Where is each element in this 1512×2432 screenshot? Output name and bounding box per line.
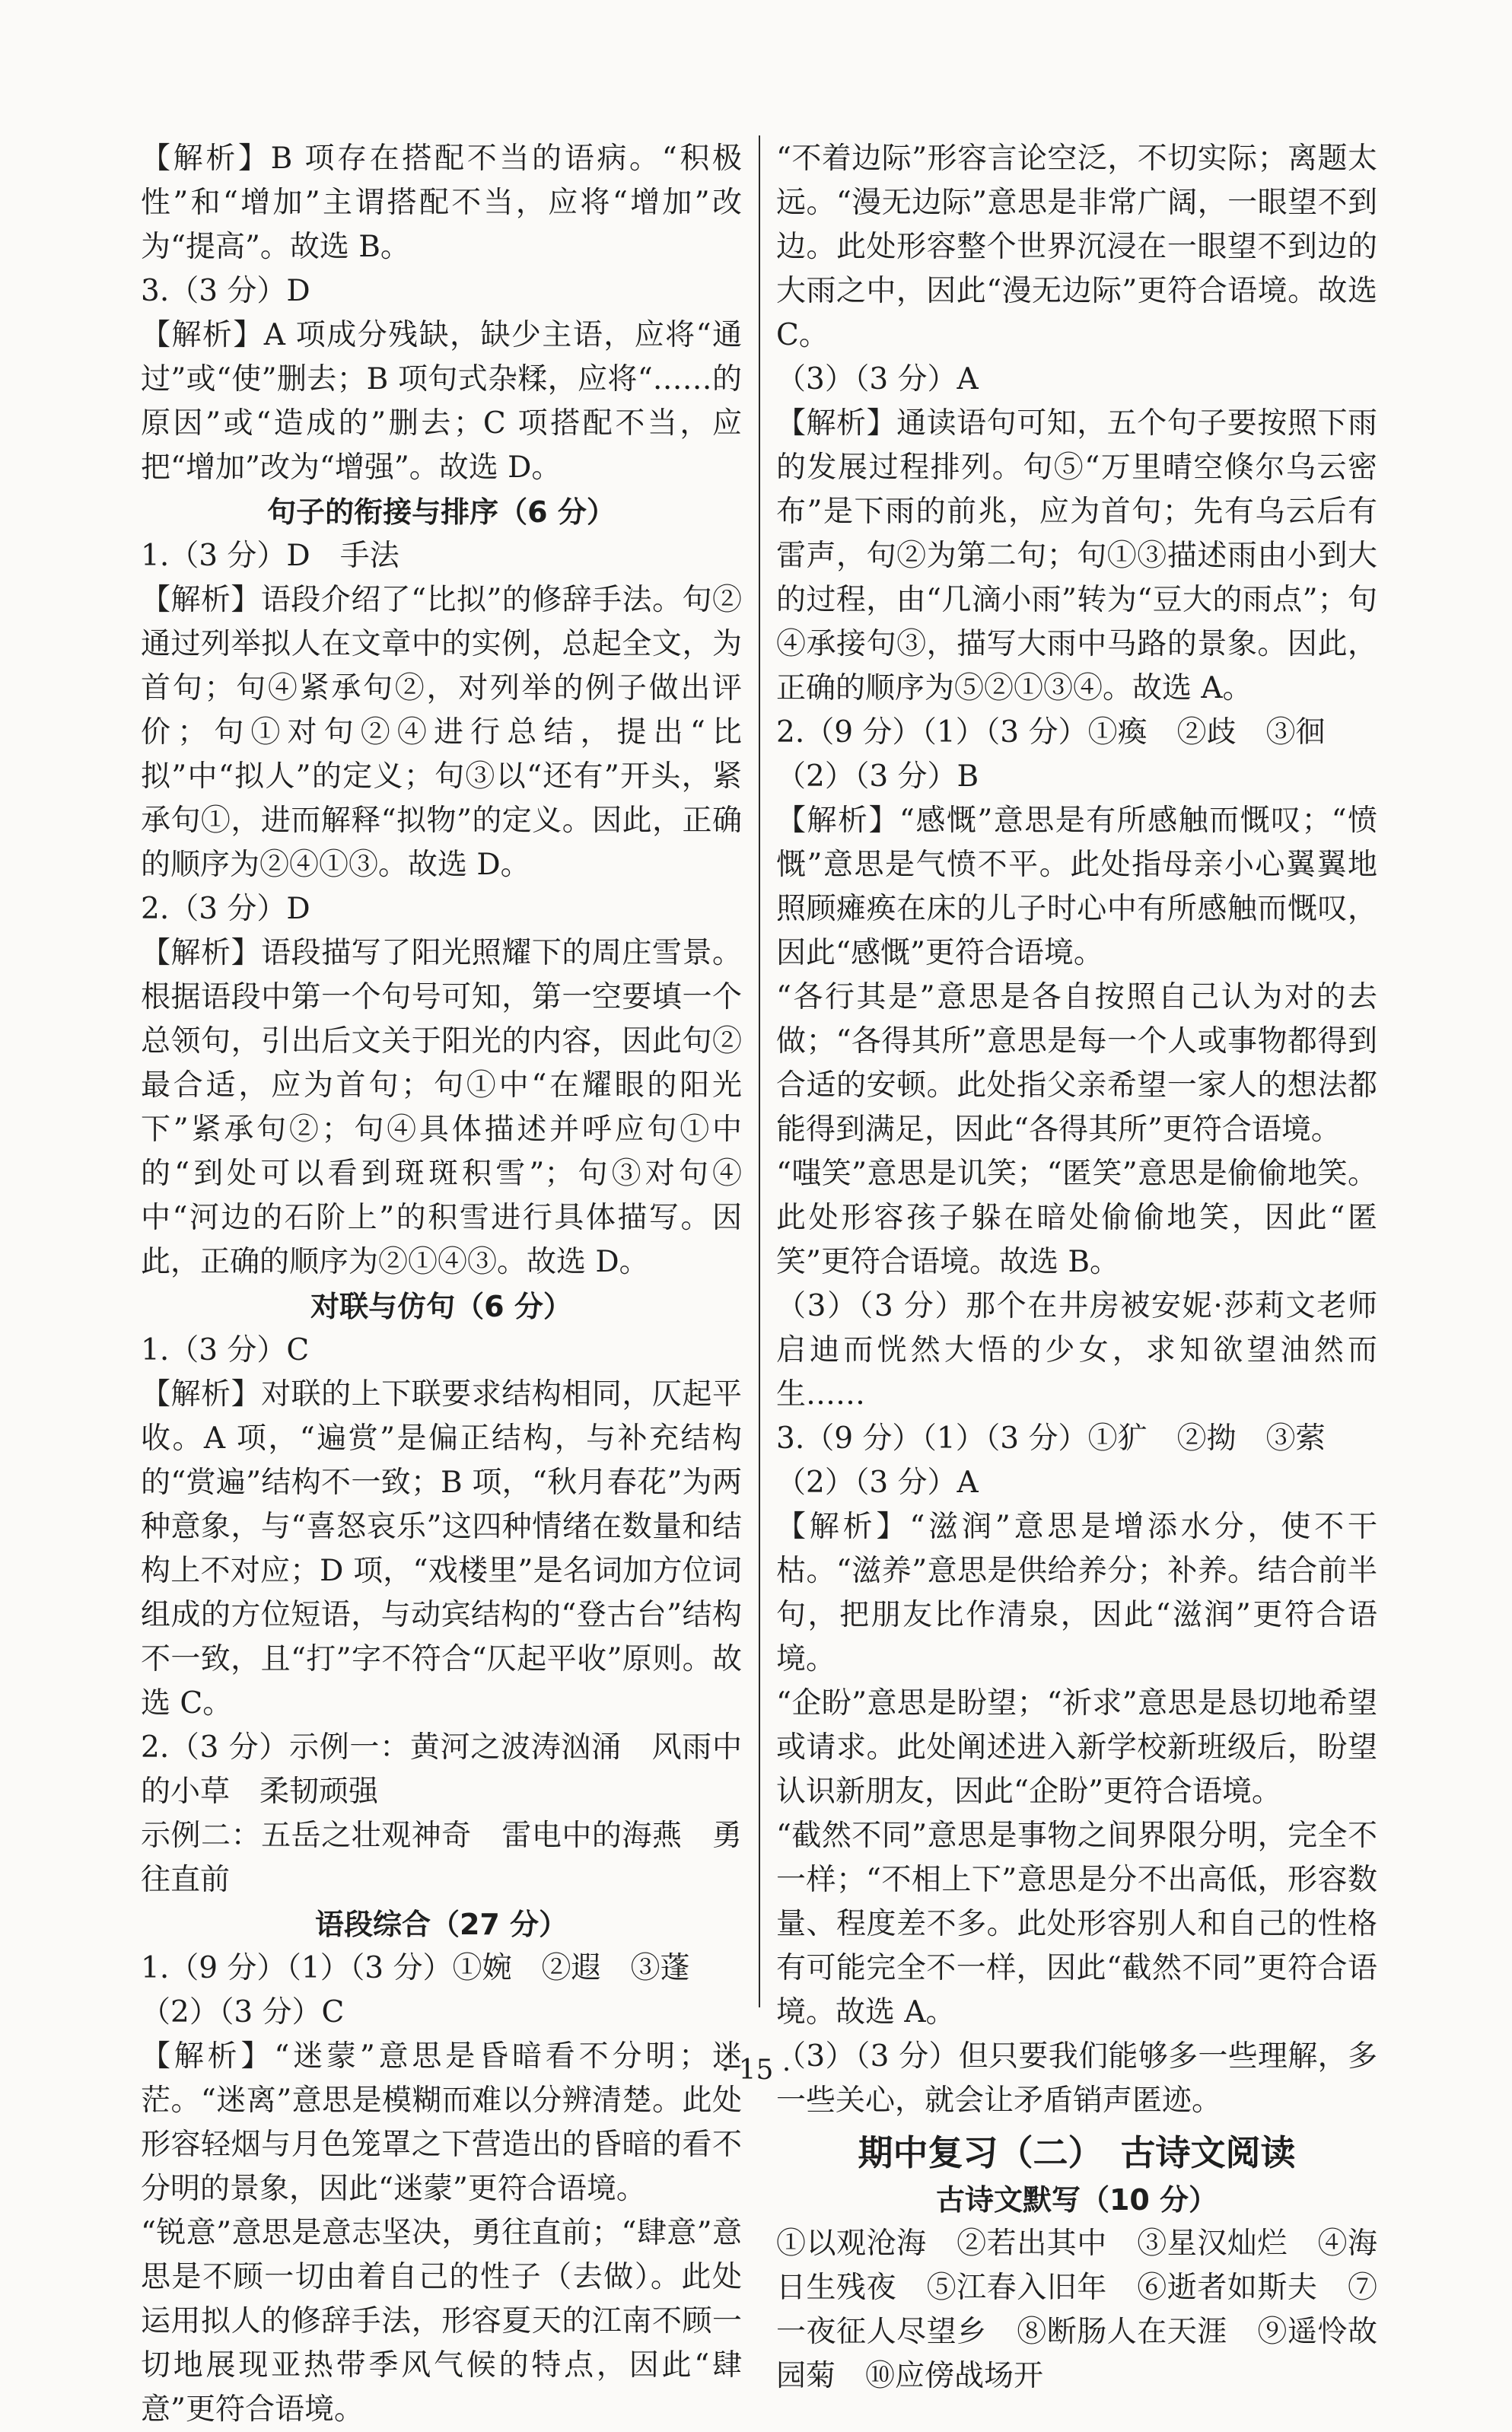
answer-paragraph: 1.（9 分）（1）（3 分）①婉 ②遐 ③蓬 [141,1951,690,1985]
answer-paragraph: “锐意”意思是意志坚决，勇往直前；“肆意”意思是不顾一切由着自己的性子（去做）。此处运用拟人的修辞手法，形容夏天的江南不顾一切地展现亚热带季风气候的特点，因此“肆意”更符合语境。 [141,2216,742,2427]
section-heading: 期中复习（二） 古诗文阅读 [858,2132,1296,2173]
answer-paragraph: “企盼”意思是盼望；“祈求”意思是恳切地希望或请求。此处阐述进入新学校新班级后，盼望认识新朋友，因此“企盼”更符合语境。 [776,1686,1377,1809]
left-column [141,137,742,2432]
answer-paragraph: 【解析】A 项成分残缺，缺少主语，应将“通过”或“使”删去；B 项句式杂糅，应将“……的原因”或“造成的”删去；C 项搭配不当，应把“增加”改为“增强”。故选 D。 [141,318,743,485]
answer-paragraph: 2.（3 分）D [141,892,310,926]
answer-paragraph: （3）（3 分）但只要我们能够多一些理解，多一些关心，就会让矛盾销声匿迹。 [776,2039,1377,2118]
answer-paragraph: 1.（3 分）C [141,1333,310,1367]
answer-paragraph: 【解析】语段描写了阳光照耀下的周庄雪景。根据语段中第一个句号可知，第一空要填一个总领句，引出后文关于阳光的内容，因此句②最合适，应为首句；句①中“在耀眼的阳光下”紧承句②；句④具体描述并呼应句①中的“到处可以看到斑斑积雪”；句③对句④中“河边的石阶上”的积雪进行具体描写。因此，正确的顺序为②①④③。故选 D。 [141,936,742,1279]
answer-paragraph: （2）（3 分）B [776,759,979,794]
answer-paragraph: （2）（3 分）C [141,1995,345,2029]
answer-paragraph: 【解析】“滋润”意思是增添水分，使不干枯。“滋养”意思是供给养分；补养。结合前半句，把朋友比作清泉，因此“滋润”更符合语境。 [776,1510,1377,1676]
column-divider [759,135,760,2007]
section-heading: 句子的衔接与排序（6 分） [267,495,616,529]
answer-paragraph: （3）（3 分）A [776,362,979,396]
answer-paragraph: 3.（3 分）D [141,274,310,308]
answer-paragraph: 2.（3 分）示例一：黄河之波涛汹涌 风雨中的小草 柔韧顽强 [141,1730,742,1809]
answer-paragraph: 【解析】对联的上下联要求结构相同，仄起平收。A 项，“遍赏”是偏正结构，与补充结构的“赏遍”结构不一致；B 项，“秋月春花”为两种意象，与“喜怒哀乐”这四种情绪在数量和结构上不对应；D 项，“戏楼里”是名词加方位词组成的方位短语，与动宾结构的“登古台”结构不一致，且“打”字不符合“仄起平收”原则。故选 C。 [141,1377,742,1721]
answer-paragraph: 【解析】通读语句可知，五个句子要按照下雨的发展过程排列。句⑤“万里晴空倏尔乌云密布”是下雨的前兆，应为首句；先有乌云后有雷声，句②为第二句；句①③描述雨由小到大的过程，由“几滴小雨”转为“豆大的雨点”；句④承接句③，描写大雨中马路的景象。因此，正确的顺序为⑤②①③④。故选 A。 [776,406,1377,705]
section-heading: 对联与仿句（6 分） [310,1290,572,1323]
answer-paragraph: 【解析】B 项存在搭配不当的语病。“积极性”和“增加”主谓搭配不当，应将“增加”改为“提高”。故选 B。 [141,142,742,264]
answer-paragraph: 3.（9 分）（1）（3 分）①犷 ②拗 ③萦 [776,1421,1326,1456]
answer-paragraph: 【解析】“迷蒙”意思是昏暗看不分明；迷茫。“迷离”意思是模糊而难以分辨清楚。此处形容轻烟与月色笼罩之下营造出的昏暗的看不分明的景象，因此“迷蒙”更符合语境。 [141,2039,742,2206]
section-heading: 语段综合（27 分） [314,1908,568,1941]
page-number: · 15 · [721,2055,791,2086]
answer-paragraph: “嗤笑”意思是讥笑；“匿笑”意思是偷偷地笑。此处形容孩子躲在暗处偷偷地笑，因此“匿笑”更符合语境。故选 B。 [776,1157,1377,1279]
answer-paragraph: 示例二：五岳之壮观神奇 雷电中的海燕 勇往直前 [141,1819,742,1897]
answer-paragraph: 1.（3 分）D 手法 [141,539,399,573]
answer-paragraph: 【解析】语段介绍了“比拟”的修辞手法。句②通过列举拟人在文章中的实例，总起全文，为首句；句④紧承句②，对列举的例子做出评价；句①对句②④进行总结，提出“比拟”中“拟人”的定义；句③以“还有”开头，紧承句①，进而解释“拟物”的定义。因此，正确的顺序为②④①③。故选 D。 [141,583,742,882]
answer-paragraph: “截然不同”意思是事物之间界限分明，完全不一样；“不相上下”意思是分不出高低，形容数量、程度差不多。此处形容别人和自己的性格有可能完全不一样，因此“截然不同”更符合语境。故选 A。 [776,1819,1377,2029]
answer-paragraph: “各行其是”意思是各自按照自己认为对的去做；“各得其所”意思是每一个人或事物都得到合适的安顿。此处指父亲希望一家人的想法都能得到满足，因此“各得其所”更符合语境。 [776,980,1377,1147]
answer-paragraph: 2.（9 分）（1）（3 分）①瘓 ②歧 ③徊 [776,715,1326,750]
answer-paragraph: （3）（3 分）那个在井房被安妮·莎莉文老师启迪而恍然大悟的少女，求知欲望油然而生…… [776,1289,1377,1412]
answer-paragraph: 【解析】“感慨”意思是有所感触而慨叹；“愤慨”意思是气愤不平。此处指母亲小心翼翼地照顾瘫痪在床的儿子时心中有所感触而慨叹，因此“感慨”更符合语境。 [776,804,1377,970]
answer-paragraph: （2）（3 分）A [776,1466,979,1500]
answer-paragraph: “不着边际”形容言论空泛，不切实际；离题太远。“漫无边际”意思是非常广阔，一眼望不到边。此处形容整个世界沉浸在一眼望不到边的大雨之中，因此“漫无边际”更符合语境。故选 C。 [776,142,1377,352]
answer-paragraph: ①以观沧海 ②若出其中 ③星汉灿烂 ④海日生残夜 ⑤江春入旧年 ⑥逝者如斯夫 ⑦一夜征人尽望乡 ⑧断肠人在天涯 ⑨遥怜故园菊 ⑩应傍战场开 [776,2227,1377,2393]
section-heading: 古诗文默写（10 分） [935,2183,1218,2217]
